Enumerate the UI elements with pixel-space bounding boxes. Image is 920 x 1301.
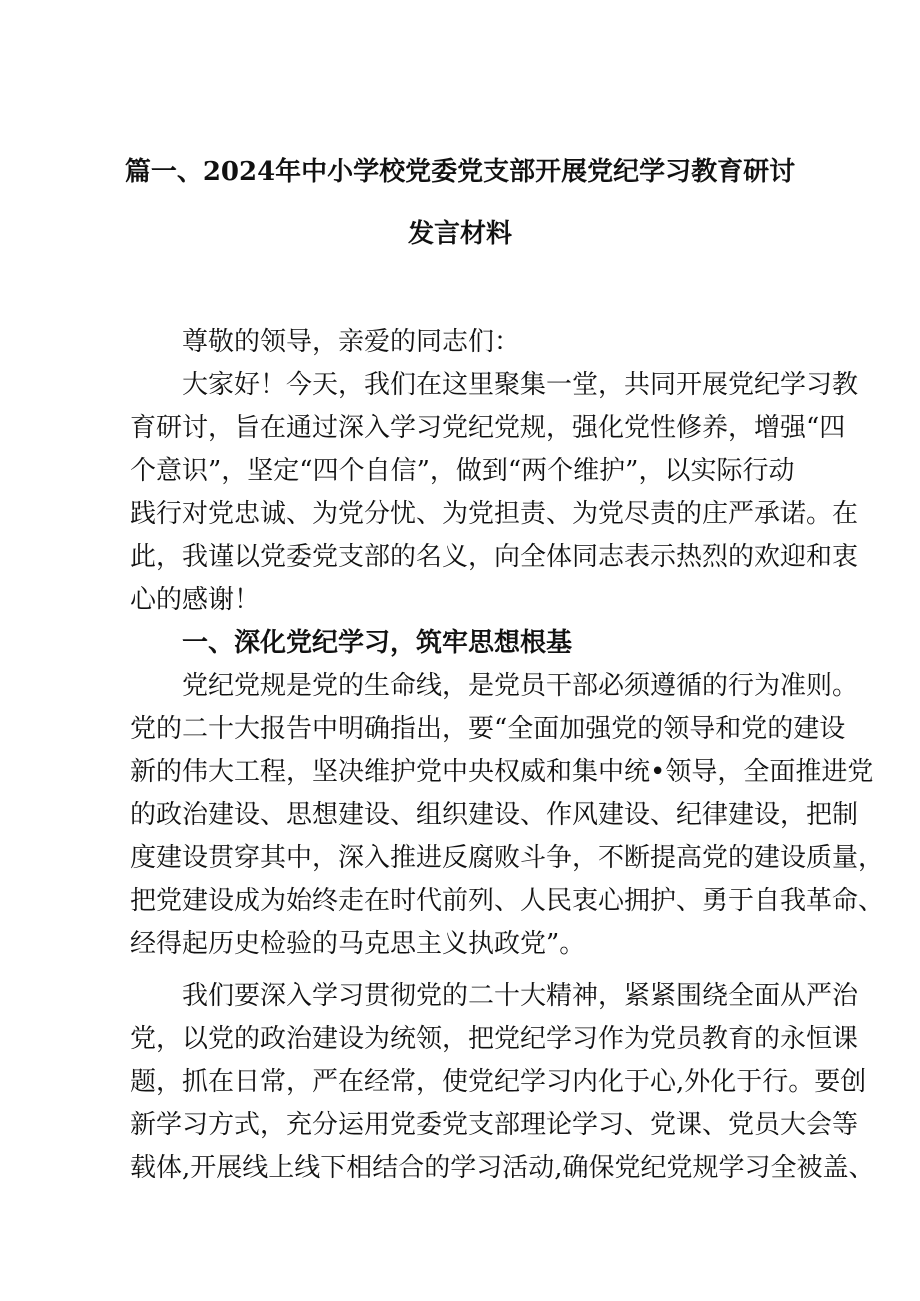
salutation: 尊敬的领导，亲爱的同志们： (182, 327, 521, 357)
paragraph-1-line-5: 此，我谨以党委党支部的名义，向全体同志表示热烈的欢迎和衷 (130, 542, 859, 572)
paragraph-3-line-4: 新学习方式，充分运用党委党支部理论学习、党课、党员大会等 (130, 1110, 859, 1140)
paragraph-2-line-3: 新的伟大工程，坚决维护党中央权威和集中统•领导，全面推进党 (130, 757, 874, 787)
paragraph-1-line-1: 大家好！今天，我们在这里聚集一堂，共同开展党纪学习教 (182, 370, 859, 400)
paragraph-3-line-2: 党，以党的政治建设为统领，把党纪学习作为党员教育的永恒课 (130, 1024, 859, 1054)
paragraph-1-line-2: 育研讨，旨在通过深入学习党纪党规，强化党性修养，增强“四 (130, 413, 846, 443)
document-title-line-1: 篇一、2024年中小学校党委党支部开展党纪学习教育研讨 (124, 157, 796, 187)
paragraph-3-line-3: 题，抓在日常，严在经常，使党纪学习内化于心,外化于行。要创 (130, 1067, 867, 1097)
paragraph-1-line-4: 践行对党忠诚、为党分忧、为党担责、为党尽责的庄严承诺。在 (130, 499, 859, 529)
paragraph-2-line-1: 党纪党规是党的生命线，是党员干部必须遵循的行为准则。 (182, 671, 859, 701)
paragraph-1-line-3: 个意识”，坚定“四个自信”，做到“两个维护”，以实际行动 (130, 456, 795, 486)
paragraph-3-line-1: 我们要深入学习贯彻党的二十大精神，紧紧围绕全面从严治 (182, 981, 859, 1011)
document-title-line-2: 发言材料 (407, 219, 512, 249)
paragraph-2-line-6: 把党建设成为始终走在时代前列、人民衷心拥护、勇于自我革命、 (130, 886, 885, 916)
paragraph-2-line-4: 的政治建设、思想建设、组织建设、作风建设、纪律建设，把制 (130, 800, 859, 830)
paragraph-2-line-5: 度建设贯穿其中，深入推进反腐败斗争，不断提高党的建设质量， (130, 843, 885, 873)
paragraph-2-line-7: 经得起历史检验的马克思主义执政党”。 (130, 929, 586, 959)
paragraph-2-line-2: 党的二十大报告中明确指出，要“全面加强党的领导和党的建设 (130, 714, 846, 744)
paragraph-3-line-5: 载体,开展线上线下相结合的学习活动,确保党纪党规学习全被盖、 (130, 1153, 875, 1183)
section-heading-1: 一、深化党纪学习，筑牢思想根基 (182, 628, 573, 658)
paragraph-1-line-6: 心的感谢！ (130, 585, 261, 615)
